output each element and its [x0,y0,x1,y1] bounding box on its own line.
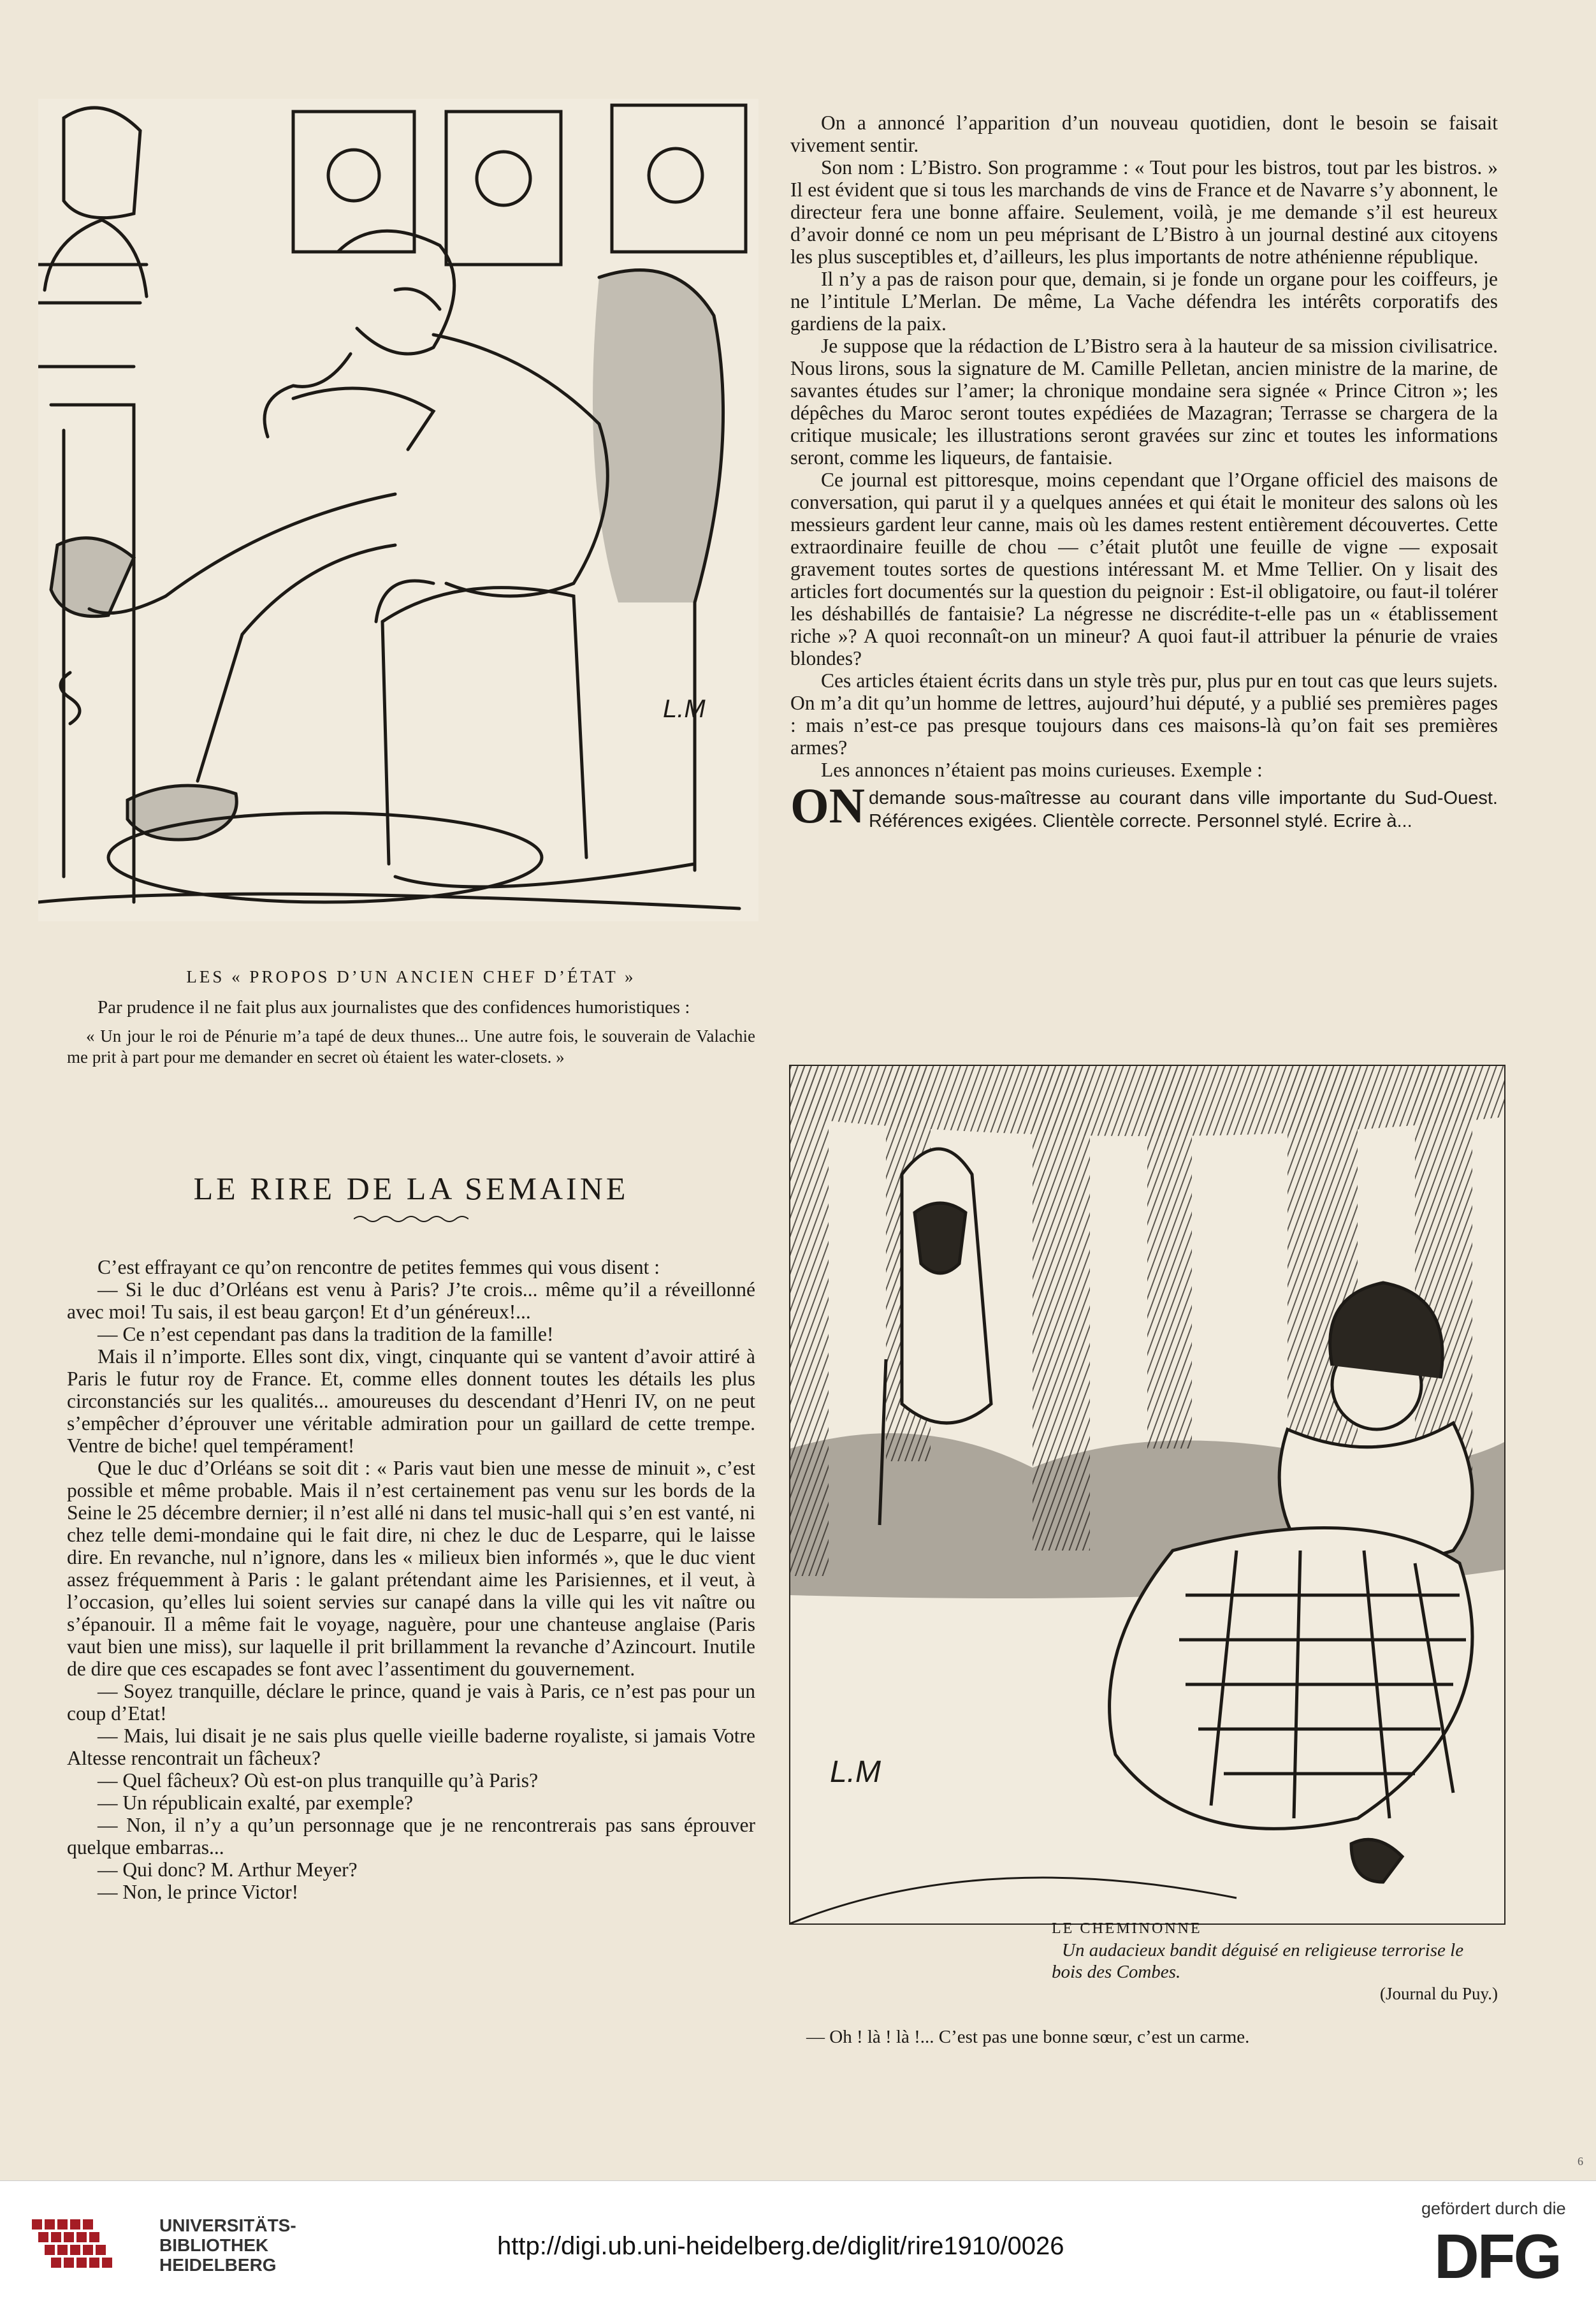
right-caption [1052,1918,1498,2004]
article-bistro [790,112,1498,832]
paragraph: Mais il n’importe. Elles sont dix, vingt, cinquante qui se vantent d’avoir attiré à Paris le futur roy de France. Et, comme elles donnent toutes les détails les plus circonstanciés sur les qualités... amoureuses du descendant d’Henri IV, on ne peut s’empêcher d’éprouver une véritable admiration pour un gaillard de cette trempe. Ventre de biche! quel tempérament! [67,1345,755,1457]
funder-label: gefördert durch die [1421,2199,1566,2218]
caption-title: LES « PROPOS D’UN ANCIEN CHEF D’ÉTAT » [186,967,636,986]
dfg-logo: DFG [1434,2221,1560,2291]
illustration-ancien-chef [38,99,758,921]
paragraph: Il n’y a pas de raison pour que, demain, si je fonde un organe pour les coiffeurs, je ne l’intitule L’Merlan. De même, La Vache défendra les intérêts corporatifs des gardiens de la paix. [790,268,1498,335]
illustration-signature: L.M [663,695,706,723]
paragraph: — Qui donc? M. Arthur Meyer? [98,1858,358,1881]
paragraph: On a annoncé l’apparition d’un nouveau quotidien, dont le besoin se faisait vivement sentir. [790,112,1498,156]
paragraph: Les annonces n’étaient pas moins curieuses. Exemple : [821,759,1263,781]
article-rire-semaine [67,1256,755,1903]
paragraph: C’est effrayant ce qu’on rencontre de petites femmes qui vous disent : [98,1256,660,1278]
paragraph: — Soyez tranquille, déclare le prince, quand je vais à Paris, ce n’est pas pour un coup d’Etat! [67,1680,755,1725]
caption-cheminonne-title: LE CHEMINONNE [1052,1920,1202,1937]
paragraph: — Un républicain exalté, par exemple? [98,1792,414,1814]
paragraph: — Non, le prince Victor! [98,1881,299,1903]
library-name: UNIVERSITÄTS- BIBLIOTHEK HEIDELBERG [159,2215,296,2275]
caption-cheminonne-source: (Journal du Puy.) [1380,1984,1498,2003]
caption-punchline: — Oh ! là ! là !... C’est pas une bonne sœur, c’est un carme. [806,2027,1250,2047]
illustration-signature-bottom: L.M [830,1755,881,1789]
footer-bar [0,2180,1596,2299]
classified-ad [790,778,1498,833]
page-mark: 6 [1578,2155,1583,2168]
headline-ornament [354,1215,468,1223]
paragraph: Que le duc d’Orléans se soit dit : « Paris vaut bien une messe de minuit », c’est possible et même probable. Mais il n’est certainement pas venu sur les bords de la Seine le 25 décembre dernier; il n’est allé ni dans tel music-hall qui s’en est vanté, ni chez telle demi-mondaine qui le fait dire, ni chez le duc de Lesparre, qui le laisse dire. En revanche, nul n’ignore, dans les « milieux bien informés », que le duc vient assez fréquemment à Paris : le galant prétendant aime les Parisiennes, et il veut, à l’occasion, qu’elles lui soient servies sur canapé dans la ville qui les vit naître ou s’épanouir. Il a même fait le voyage, naguère, pour une chanteuse anglaise (Paris vaut bien une miss), sur laquelle il prit brillamment la revanche d’Azincourt. Inutile de dire que ces escapades se font avec l’assentiment du gouvernement. [67,1457,755,1680]
paragraph: — Mais, lui disait je ne sais plus quelle vieille baderne royaliste, si jamais Votre Altesse rencontrait un fâcheux? [67,1725,755,1769]
ad-text: demande sous-maîtresse au courant dans ville importante du Sud-Ouest. Références exigées. Clientèle correcte. Personnel stylé. Ecrire à... [869,788,1498,831]
paragraph: Je suppose que la rédaction de L’Bistro sera à la hauteur de sa mission civilisatrice. Nous lirons, sous la signature de M. Camille Pelletan, ancien ministre de la marine, de savantes études sur l’amer; la chronique mondaine sera signée « Prince Citron »; les dépêches du Maroc seront toutes expédiées de Mazagran; Terrasse se chargera de la critique musicale; les illustrations seront gravées sur zinc et toutes les informations seront, comme les liqueurs, de fantaisie. [790,335,1498,469]
ad-dropcap: ON [790,778,865,833]
caption-quote: « Un jour le roi de Pénurie m’a tapé de deux thunes... Une autre fois, le souverain de Valachie me prit à part pour me demander en secret où étaient les water-closets. » [67,1026,755,1067]
paragraph: Son nom : L’Bistro. Son programme : « Tout pour les bistros, tout par les bistros. » Il est évident que si tous les marchands de vins de France et de Navarre s’y abonnent, le directeur fera une bonne affaire. Seulement, voilà, je me demande s’il est heureux d’avoir donné ce nom un peu méprisant de L’Bistro à un journal destiné aux citoyens les plus susceptibles et, d’ailleurs, les plus importants de notre athénienne république. [790,156,1498,268]
paragraph: — Non, il n’y a qu’un personnage que je ne rencontrerais pas sans éprouver quelque embarras... [67,1814,755,1858]
library-logo-icon [25,2213,153,2283]
illustration-cheminonne [789,1065,1505,1925]
paragraph: Ces articles étaient écrits dans un style très pur, plus pur en tout cas que leurs sujets. On m’a dit qu’un homme de lettres, aujourd’hui député, y a publié ses premières pages : mais n’est-ce pas presque toujours dans ces maisons-là qu’on fait ses premières armes? [790,669,1498,759]
paragraph: — Ce n’est cependant pas dans la tradition de la famille! [98,1323,554,1345]
section-headline: LE RIRE DE LA SEMAINE [193,1171,629,1206]
left-caption [67,966,755,1068]
paragraph: — Si le duc d’Orléans est venu à Paris? J’te crois... même qu’il a réveillonné avec moi! Tu sais, il est beau garçon! Et d’un généreux!... [67,1278,755,1323]
caption-intro: Par prudence il ne fait plus aux journalistes que des confidences humoristiques : [98,997,690,1018]
caption-cheminonne-quote: Un audacieux bandit déguisé en religieuse terrorise le bois des Combes. [1052,1940,1464,1982]
paragraph: — Quel fâcheux? Où est-on plus tranquille qu’à Paris? [98,1769,539,1792]
permalink-url[interactable]: http://digi.ub.uni-heidelberg.de/diglit/rire1910/0026 [497,2232,1064,2260]
paragraph: Ce journal est pittoresque, moins cependant que l’Organe officiel des maisons de conversation, qui parut il y a quelques années et qui était le moniteur des salons où les messieurs gardent leur canne, mais où les dames restent entièrement découvertes. Cette extraordinaire feuille de chou — c’était plutôt une feuille de vigne — exposait gravement toutes sortes de questions intéressant M. et Mme Tellier. On y lisait des articles fort documentés sur la question du peignoir : Est-il obligatoire, ou faut-il tolérer les déshabillés de fantaisie? La négresse ne discrédite-t-elle pas un « établissement riche »? A quoi reconnaît-on un mineur? A quoi faut-il attribuer la pénurie de vraies blondes? [790,469,1498,669]
